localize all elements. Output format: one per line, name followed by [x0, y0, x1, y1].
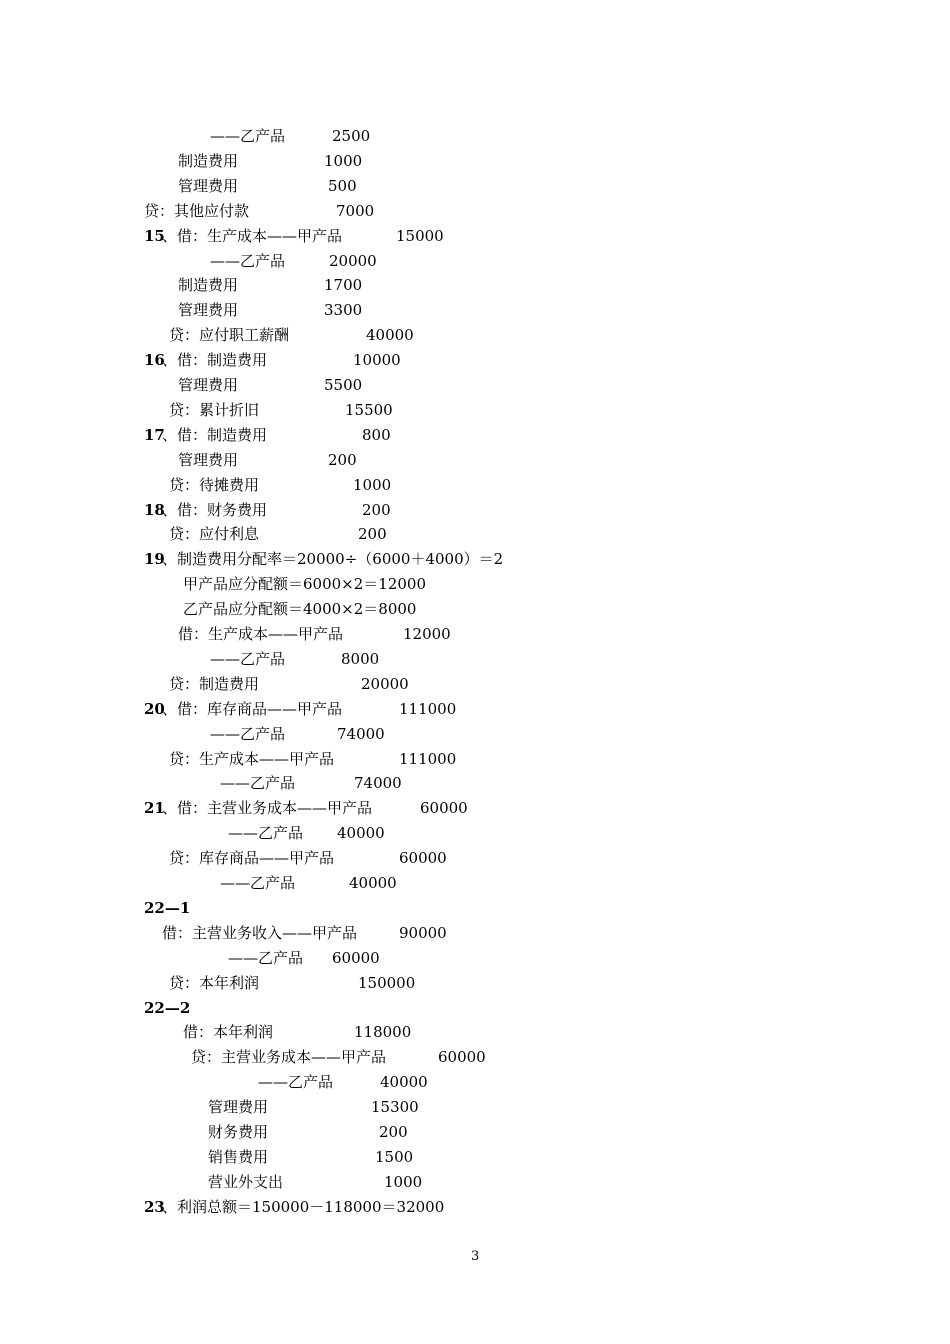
entry-line [0, 547, 950, 571]
entry-text: 贷：库存商品——甲产品 [169, 849, 335, 868]
entry-amount: 74000 [337, 724, 385, 743]
entry-amount: 150000 [358, 973, 416, 992]
entry-line [0, 473, 950, 497]
entry-amount: 15000 [396, 226, 444, 245]
entry-text: 销售费用 [208, 1147, 269, 1166]
entry-text: ——乙产品 [210, 724, 286, 743]
entry-text: 贷：本年利润 [169, 973, 260, 992]
entry-amount: 40000 [349, 874, 397, 892]
entry-amount: 20000 [361, 674, 409, 693]
entry-text: 贷：生产成本——甲产品 [169, 749, 335, 768]
entry-amount: 111000 [399, 699, 457, 718]
entry-amount: 7000 [336, 201, 375, 220]
entry-text: ——乙产品 [258, 1073, 334, 1092]
entry-amount: 1000 [384, 1172, 423, 1191]
entry-line [0, 622, 950, 646]
entry-line [0, 896, 950, 920]
entry-line [0, 1045, 950, 1069]
entry-amount: 60000 [420, 799, 468, 818]
entry-line [0, 298, 950, 322]
entry-number: 17 [144, 425, 165, 444]
entry-text: ——乙产品 [210, 127, 286, 145]
entry-line [0, 597, 950, 621]
entry-line [0, 971, 950, 995]
entry-line [0, 871, 950, 895]
entry-line [0, 796, 950, 820]
page-number: 3 [471, 1249, 480, 1264]
entry-amount: 1700 [324, 276, 363, 295]
entry-text: 管理费用 [178, 301, 239, 320]
entry-amount: 111000 [399, 749, 457, 768]
entry-amount: 1500 [375, 1147, 414, 1166]
entry-amount: 500 [328, 176, 357, 195]
entry-line [0, 1020, 950, 1044]
entry-text: 贷：待摊费用 [169, 475, 260, 494]
entry-text: 制造费用 [178, 151, 239, 170]
entry-line [0, 1170, 950, 1194]
entry-amount: 40000 [366, 326, 414, 345]
entry-text: ——乙产品 [228, 948, 304, 967]
entry-line [0, 348, 950, 372]
entry-number: 22—2 [144, 998, 191, 1017]
entry-text: ——乙产品 [210, 649, 286, 668]
entry-amount: 200 [379, 1123, 408, 1141]
entry-number: 20 [144, 699, 165, 718]
entry-amount: 1000 [353, 475, 392, 494]
entry-text: ——乙产品 [228, 824, 304, 843]
entry-line [0, 921, 950, 945]
entry-amount: 15300 [371, 1098, 419, 1117]
entry-line [0, 522, 950, 546]
entry-text: 贷：应付利息 [169, 525, 260, 544]
entry-line [0, 498, 950, 522]
entry-text: 、利润总额＝150000－118000＝32000 [162, 1197, 445, 1216]
entry-line [0, 1145, 950, 1169]
entry-text: 、制造费用分配率＝20000÷（6000＋4000）＝2 [162, 550, 504, 569]
entry-line [0, 771, 950, 795]
entry-line [0, 224, 950, 248]
entry-line [0, 572, 950, 596]
entry-line [0, 946, 950, 970]
entry-amount: 118000 [354, 1023, 412, 1042]
entry-line [0, 647, 950, 671]
entry-line [0, 373, 950, 397]
entry-line [0, 423, 950, 447]
entry-text: ——乙产品 [210, 251, 286, 270]
entry-text: 、借：库存商品——甲产品 [162, 699, 343, 718]
entry-text: 管理费用 [178, 376, 239, 394]
entry-line [0, 249, 950, 273]
entry-line [0, 1195, 950, 1219]
entry-line [0, 398, 950, 422]
entry-line [0, 996, 950, 1020]
entry-line [0, 1095, 950, 1119]
entry-text: 财务费用 [208, 1123, 269, 1141]
entry-text: 、借：制造费用 [162, 425, 268, 444]
entry-line [0, 846, 950, 870]
entry-amount: 8000 [341, 649, 380, 668]
entry-text: 贷：应付职工薪酬 [169, 326, 290, 345]
entry-text: ——乙产品 [220, 874, 296, 892]
entry-line [0, 323, 950, 347]
entry-line [0, 722, 950, 746]
entry-text: 借：本年利润 [183, 1023, 274, 1042]
entry-amount: 200 [328, 450, 357, 469]
entry-text: 乙产品应分配额＝4000×2＝8000 [183, 600, 417, 619]
entry-amount: 15500 [345, 400, 393, 419]
entry-number: 22—1 [144, 898, 191, 917]
entry-number: 19 [144, 550, 165, 569]
entry-amount: 200 [358, 525, 387, 544]
entry-number: 15 [144, 226, 165, 245]
entry-line [0, 1120, 950, 1144]
entry-line [0, 174, 950, 198]
entry-text: 管理费用 [208, 1098, 269, 1117]
entry-amount: 20000 [329, 251, 377, 270]
entry-text: 管理费用 [178, 450, 239, 469]
entry-text: 营业外支出 [208, 1172, 284, 1191]
entry-text: 贷：其他应付款 [144, 201, 250, 220]
entry-amount: 800 [362, 425, 391, 444]
entry-amount: 2500 [332, 127, 371, 145]
entry-text: ——乙产品 [220, 774, 296, 793]
entry-line [0, 273, 950, 297]
entry-text: 甲产品应分配额＝6000×2＝12000 [183, 575, 427, 594]
entry-text: 贷：主营业务成本——甲产品 [191, 1048, 387, 1067]
entry-amount: 10000 [353, 351, 401, 370]
entry-amount: 5500 [324, 376, 363, 394]
entry-amount: 60000 [438, 1048, 486, 1067]
entry-text: 管理费用 [178, 176, 239, 195]
entry-text: 贷：制造费用 [169, 674, 260, 693]
entry-text: 、借：财务费用 [162, 500, 268, 519]
entry-amount: 40000 [380, 1073, 428, 1092]
entry-text: 借：主营业务收入——甲产品 [162, 923, 358, 942]
entry-line [0, 672, 950, 696]
entry-amount: 74000 [354, 774, 402, 793]
entry-text: 、借：生产成本——甲产品 [162, 226, 343, 245]
entry-line [0, 149, 950, 173]
entry-amount: 200 [362, 500, 391, 519]
entry-line [0, 448, 950, 472]
entry-number: 23 [144, 1197, 165, 1216]
entry-line [0, 697, 950, 721]
entry-text: 借：生产成本——甲产品 [178, 625, 344, 643]
entry-text: 、借：制造费用 [162, 351, 268, 370]
entry-number: 21 [144, 799, 165, 818]
entry-text: 贷：累计折旧 [169, 400, 260, 419]
entry-line [0, 199, 950, 223]
entry-amount: 60000 [332, 948, 380, 967]
entry-line [0, 821, 950, 845]
entry-amount: 60000 [399, 849, 447, 868]
entry-number: 18 [144, 500, 165, 519]
entry-amount: 90000 [399, 923, 447, 942]
entry-line [0, 124, 950, 148]
entry-line [0, 1070, 950, 1094]
entry-amount: 1000 [324, 151, 363, 170]
entry-amount: 3300 [324, 301, 363, 320]
entry-amount: 12000 [403, 625, 451, 643]
entry-number: 16 [144, 351, 165, 370]
entry-line [0, 747, 950, 771]
entry-text: 制造费用 [178, 276, 239, 295]
entry-text: 、借：主营业务成本——甲产品 [162, 799, 373, 818]
entry-amount: 40000 [337, 824, 385, 843]
